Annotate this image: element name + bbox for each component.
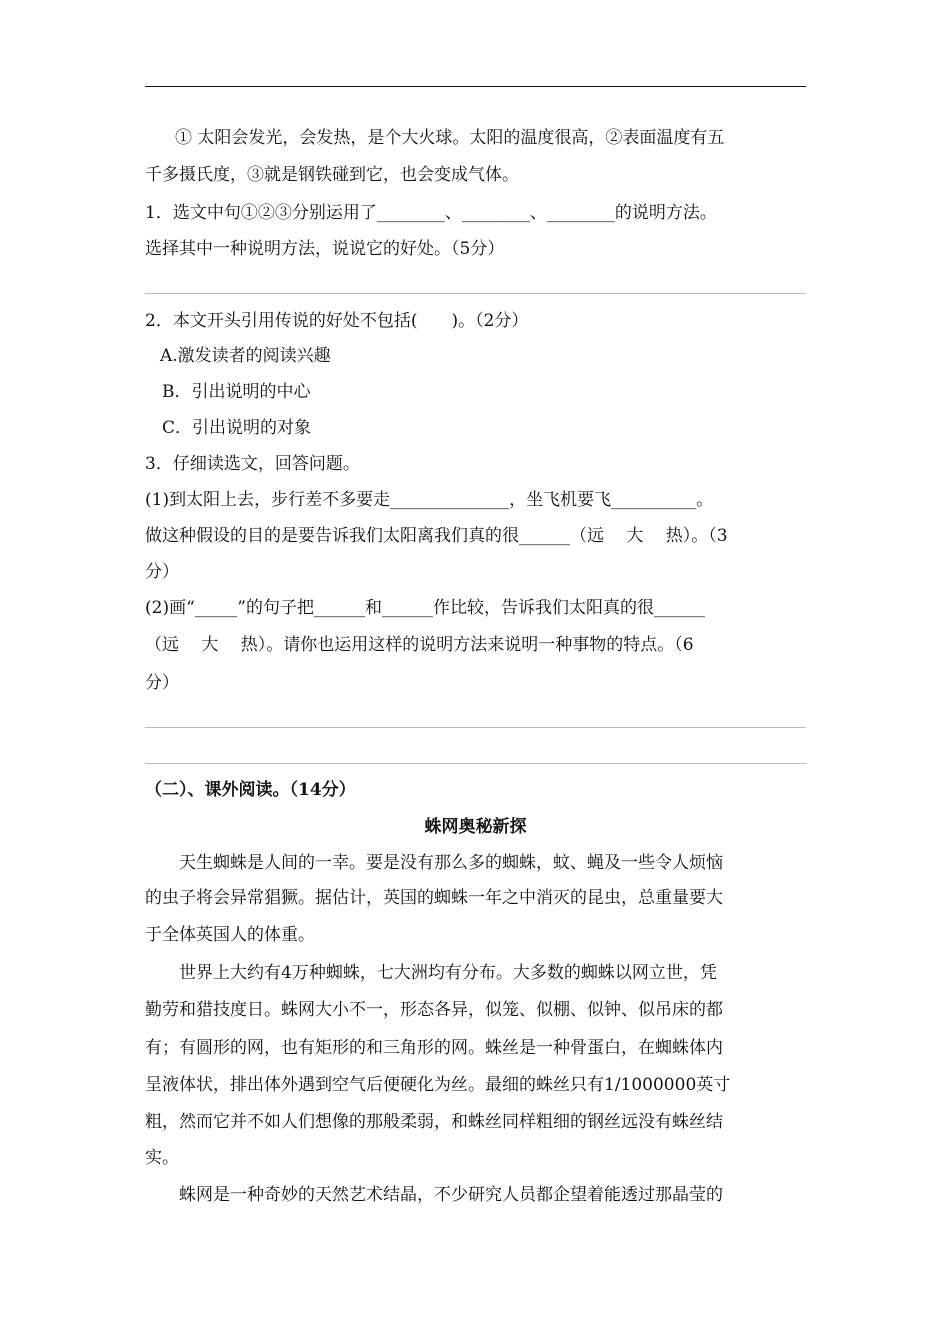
question-3-line: 分） — [145, 562, 179, 582]
article-title: 蛛网奥秘新探 — [424, 817, 527, 837]
question-3-line: (2)画“_____”的句子把______和______作比较，告诉我们太阳真的很______ — [145, 598, 705, 618]
article-line: 世界上大约有4万种蜘蛛，七大洲均有分布。大多数的蜘蛛以网立世，凭 — [145, 963, 717, 983]
option-b: B．引出说明的中心 — [162, 382, 311, 402]
article-line: 蛛网是一种奇妙的天然艺术结晶，不少研究人员都企望着能透过那晶莹的 — [145, 1185, 723, 1205]
question-3-line: （远 大 热）。请你也运用这样的说明方法来说明一种事物的特点。（6 — [145, 635, 694, 655]
article-line: 有；有圆形的网，也有矩形的和三角形的网。蛛丝是一种骨蛋白，在蜘蛛体内 — [145, 1038, 723, 1058]
article-line: 实。 — [145, 1148, 179, 1168]
question-2-stem: 2．本文开头引用传说的好处不包括( )。（2分） — [145, 311, 529, 331]
question-3-line: (1)到太阳上去，步行差不多要走______________，坐飞机要飞__________。 — [145, 490, 714, 510]
article-line: 于全体英国人的体重。 — [145, 925, 315, 945]
article-line: 的虫子将会异常猖獗。据估计，英国的蜘蛛一年之中消灭的昆虫，总重量要大 — [145, 888, 723, 908]
article-line: 呈液体状，排出体外遇到空气后便硬化为丝。最细的蛛丝只有1/1000000英寸 — [145, 1075, 731, 1095]
article-line: 粗，然而它并不如人们想像的那般柔弱，和蛛丝同样粗细的钢丝远没有蛛丝结 — [145, 1112, 723, 1132]
section-heading: （二）、课外阅读。（14分） — [145, 780, 356, 800]
passage-line: 千多摄氏度，③就是钢铁碰到它，也会变成气体。 — [145, 165, 519, 185]
answer-line[interactable] — [145, 293, 806, 294]
article-line: 勤劳和猎技度日。蛛网大小不一，形态各异，似笼、似棚、似钟、似吊床的都 — [145, 1000, 723, 1020]
question-1-line: 选择其中一种说明方法，说说它的好处。（5分） — [145, 239, 505, 259]
passage-line: ① 太阳会发光，会发热，是个大火球。太阳的温度很高，②表面温度有五 — [175, 128, 725, 148]
header-rule — [145, 86, 806, 87]
article-line: 天生蜘蛛是人间的一幸。要是没有那么多的蜘蛛，蚊、蝇及一些令人烦恼 — [145, 853, 723, 873]
answer-line[interactable] — [145, 763, 806, 764]
option-a: A.激发读者的阅读兴趣 — [160, 346, 331, 366]
question-3-line: 3．仔细读选文，回答问题。 — [145, 454, 360, 474]
question-3-line: 分） — [145, 673, 179, 693]
question-1-line: 1．选文中句①②③分别运用了________、________、________的说明方法。 — [145, 203, 717, 223]
question-3-line: 做这种假设的目的是要告诉我们太阳离我们真的很______（远 大 热）。（3 — [145, 526, 728, 546]
option-c: C．引出说明的对象 — [162, 418, 312, 438]
answer-line[interactable] — [145, 727, 806, 728]
